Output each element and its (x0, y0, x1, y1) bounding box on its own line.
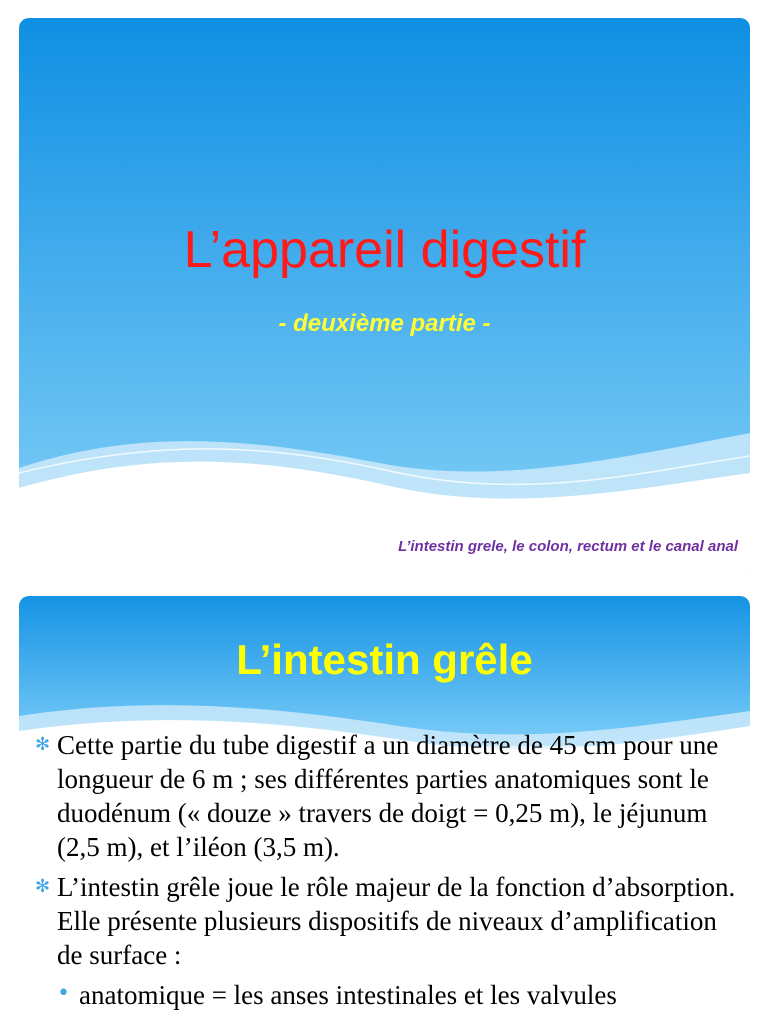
bullet-text: Cette partie du tube digestif a un diamètre de 45 cm pour une longueur de 6 m ; ses différentes parties anatomiques sont le duodénum (« douze » travers de doigt = 0,25 m), le jéjunum (2,5 m), et l’iléon (3,5 m). (57, 730, 719, 862)
asterisk-bullet-icon: ✻ (35, 876, 51, 897)
sub-bullet-text: anatomique = les anses intestinales et les valvules (79, 980, 617, 1010)
slide-title: L’appareil digestif (183, 221, 586, 279)
slide-content (35, 728, 736, 1012)
asterisk-bullet-icon: ✻ (35, 734, 51, 755)
content-slide (19, 596, 750, 1036)
slide-background (19, 18, 750, 574)
bullet-text: L’intestin grêle joue le rôle majeur de la fonction d’absorption. Elle présente plusieurs dispositifs de niveaux d’amplification de surface : (57, 872, 736, 970)
sub-bullet-item (35, 978, 736, 1012)
slide-title: L’intestin grêle (236, 636, 533, 683)
slide-subtitle: - deuxième partie - (278, 310, 491, 337)
title-slide (19, 18, 750, 574)
bullet-item (35, 870, 736, 972)
slide-footer-note: L’intestin grele, le colon, rectum et le canal anal (398, 538, 738, 555)
bullet-item (35, 728, 736, 864)
dot-bullet-icon: • (57, 981, 70, 1006)
